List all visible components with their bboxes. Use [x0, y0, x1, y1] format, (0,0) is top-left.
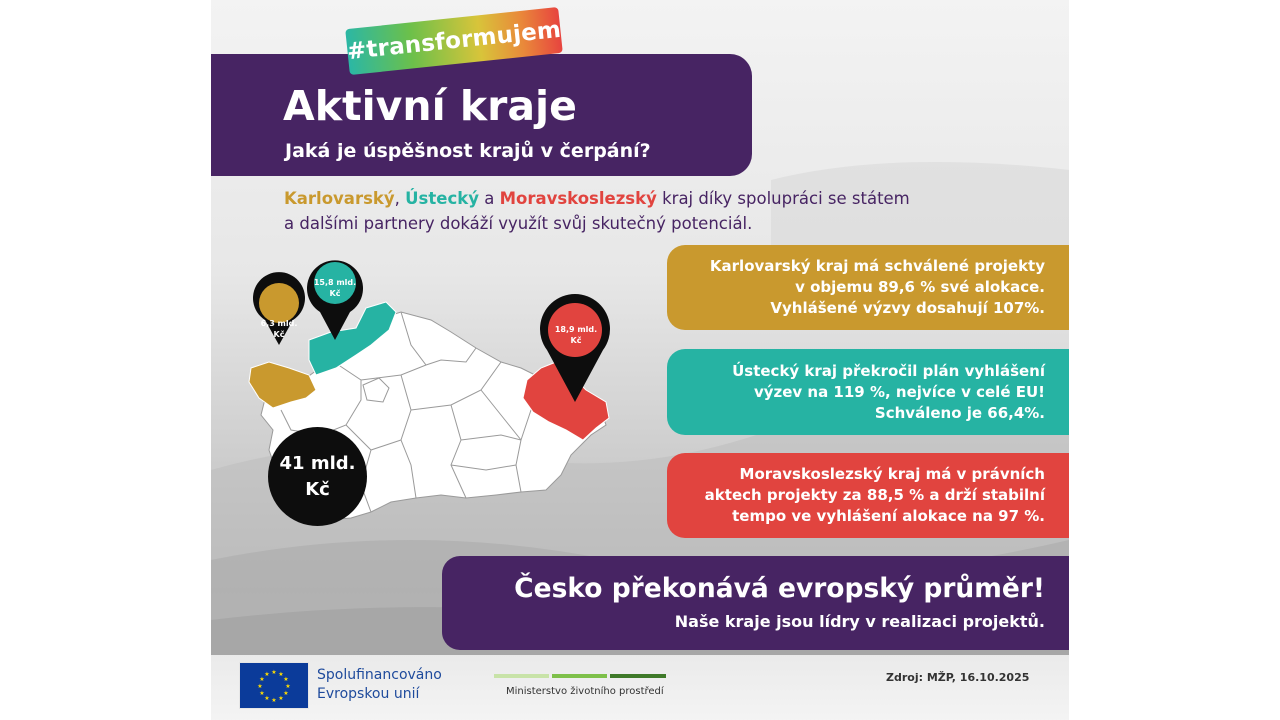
pin-value: 6,3 mld. [260, 319, 298, 328]
logo-bar [494, 674, 549, 678]
pin-value: 15,8 mld. [313, 278, 357, 287]
pin-value: 18,9 mld. [554, 325, 598, 334]
intro-region-karlovarsky: Karlovarský [284, 189, 395, 208]
card-line: Ústecký kraj překročil plán vyhlášení [732, 361, 1045, 380]
card-ustecky [667, 349, 1069, 435]
pin-unit: Kč [273, 330, 285, 339]
hashtag-banner: #transformujem [345, 7, 563, 75]
card-line: Moravskoslezský kraj má v právních [739, 465, 1045, 483]
pin-label-ustecky [310, 277, 360, 299]
logo-bar [552, 674, 607, 678]
conclusion-box [442, 556, 1069, 650]
conclusion-subtitle: Naše kraje jsou lídry v realizaci projektů. [674, 612, 1045, 631]
svg-text:★: ★ [264, 695, 270, 702]
intro-line-1-rest: kraj díky spolupráci se státem [656, 189, 910, 208]
intro-line-1 [284, 186, 984, 211]
page-title: Aktivní kraje [283, 82, 577, 130]
card-line: aktech projekty za 88,5 % a drží stabilní [704, 486, 1045, 504]
card-line: tempo ve vyhlášení alokace na 97 %. [732, 507, 1045, 525]
infographic-poster [211, 0, 1069, 720]
pin-label-moravskoslezsky [549, 324, 603, 346]
conclusion-title: Česko překonává evropský průměr! [514, 573, 1045, 604]
eu-cofinanced-text [317, 666, 442, 704]
svg-text:★: ★ [264, 671, 270, 678]
intro-line-2: a dalšími partnery dokáží využít svůj skutečný potenciál. [284, 214, 753, 233]
header-box [211, 54, 752, 176]
pin-label-karlovarsky [256, 318, 302, 340]
logo-bar [610, 674, 666, 678]
footer [211, 655, 1069, 720]
intro-text [284, 186, 984, 236]
svg-text:★: ★ [257, 683, 263, 690]
eu-flag-icon [239, 662, 309, 709]
intro-region-ustecky: Ústecký [405, 189, 479, 208]
svg-text:★: ★ [271, 697, 277, 704]
total-amount-badge [268, 427, 367, 526]
total-amount-unit: Kč [305, 478, 330, 500]
pin-unit: Kč [570, 336, 582, 345]
ministry-name: Ministerstvo životního prostředí [506, 686, 664, 697]
eu-stars-icon [240, 663, 308, 708]
card-karlovarsky [667, 245, 1069, 330]
svg-text:★: ★ [271, 669, 277, 676]
svg-text:★: ★ [285, 683, 291, 690]
card-line: výzev na 119 %, nejvíce v celé EU! [753, 382, 1045, 401]
card-line: v objemu 89,6 % své alokace. [795, 278, 1045, 296]
card-line: Karlovarský kraj má schválené projekty [709, 257, 1045, 275]
page-subtitle: Jaká je úspěšnost krajů v čerpání? [285, 140, 651, 162]
svg-text:★: ★ [259, 690, 265, 697]
card-line: Vyhlášené výzvy dosahují 107%. [770, 299, 1045, 317]
svg-text:★: ★ [278, 671, 284, 678]
svg-text:★: ★ [283, 676, 289, 683]
eu-text-line-1: Spolufinancováno [317, 667, 442, 683]
intro-separator: , [394, 189, 406, 208]
svg-text:★: ★ [259, 676, 265, 683]
total-amount-value: 41 mld. [279, 452, 356, 474]
intro-separator: a [478, 189, 500, 208]
eu-text-line-2: Evropskou unií [317, 686, 420, 702]
svg-text:★: ★ [278, 695, 284, 702]
source-note: Zdroj: MŽP, 16.10.2025 [886, 671, 1030, 684]
pin-unit: Kč [329, 289, 341, 298]
svg-text:★: ★ [283, 690, 289, 697]
card-line: Schváleno je 66,4%. [874, 403, 1045, 422]
card-moravskoslezsky [667, 453, 1069, 538]
intro-region-moravskoslezsky: Moravskoslezský [499, 189, 657, 208]
ministry-logo-bars [494, 674, 666, 678]
